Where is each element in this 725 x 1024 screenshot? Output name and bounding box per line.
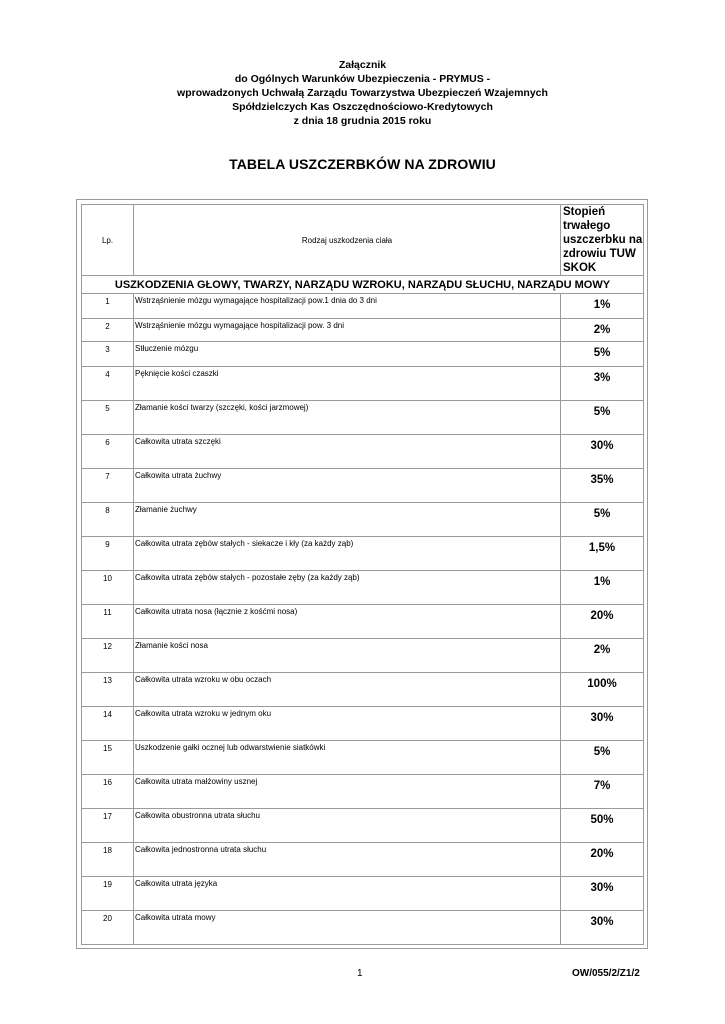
table-row (82, 775, 644, 809)
row-number: 20 (82, 911, 134, 945)
injury-description: Złamanie kości nosa (134, 639, 561, 673)
table-row (82, 435, 644, 469)
row-number: 3 (82, 342, 134, 367)
row-number: 15 (82, 741, 134, 775)
injury-degree: 5% (561, 503, 644, 537)
injury-degree: 35% (561, 469, 644, 503)
row-number: 8 (82, 503, 134, 537)
table-row (82, 911, 644, 945)
row-number: 10 (82, 571, 134, 605)
row-number: 13 (82, 673, 134, 707)
injury-degree: 3% (561, 367, 644, 401)
injury-description: Złamanie żuchwy (134, 503, 561, 537)
injury-degree: 1% (561, 571, 644, 605)
row-number: 17 (82, 809, 134, 843)
document-header (0, 58, 725, 128)
injury-table (81, 204, 644, 945)
row-number: 1 (82, 294, 134, 319)
table-row (82, 673, 644, 707)
table-row (82, 342, 644, 367)
table-row (82, 401, 644, 435)
row-number: 12 (82, 639, 134, 673)
injury-description: Całkowita utrata małżowiny usznej (134, 775, 561, 809)
injury-description: Całkowita utrata nosa (łącznie z kośćmi nosa) (134, 605, 561, 639)
injury-degree: 2% (561, 319, 644, 342)
table-row (82, 367, 644, 401)
table-header-row (82, 205, 644, 276)
table-row (82, 843, 644, 877)
header-line: do Ogólnych Warunków Ubezpieczenia - PRYMUS - (234, 73, 491, 85)
table-row (82, 639, 644, 673)
document-code: OW/055/2/Z1/2 (572, 968, 640, 979)
injury-description: Całkowita utrata żuchwy (134, 469, 561, 503)
injury-table-frame (76, 199, 648, 949)
table-body (82, 276, 644, 945)
table-row (82, 469, 644, 503)
injury-degree: 20% (561, 605, 644, 639)
page-number: 1 (357, 968, 363, 979)
row-number: 5 (82, 401, 134, 435)
table-row (82, 503, 644, 537)
column-header-degree-line: Stopień trwałego (563, 206, 611, 232)
injury-degree: 1,5% (561, 537, 644, 571)
injury-description: Całkowita jednostronna utrata słuchu (134, 843, 561, 877)
injury-description: Całkowita utrata zębów stałych - siekacze i kły (za każdy ząb) (134, 537, 561, 571)
table-row (82, 707, 644, 741)
injury-degree: 2% (561, 639, 644, 673)
injury-degree: 5% (561, 342, 644, 367)
column-header-lp: Lp. (82, 205, 134, 276)
table-row (82, 741, 644, 775)
injury-degree: 1% (561, 294, 644, 319)
column-header-degree-line: SKOK (563, 262, 597, 274)
injury-degree: 30% (561, 707, 644, 741)
row-number: 4 (82, 367, 134, 401)
injury-description: Całkowita obustronna utrata słuchu (134, 809, 561, 843)
row-number: 2 (82, 319, 134, 342)
injury-degree: 20% (561, 843, 644, 877)
injury-degree: 7% (561, 775, 644, 809)
injury-description: Całkowita utrata szczęki (134, 435, 561, 469)
column-header-degree-line: uszczerbku na (563, 234, 643, 246)
section-header: USZKODZENIA GŁOWY, TWARZY, NARZĄDU WZROKU, NARZĄDU SŁUCHU, NARZĄDU MOWY (82, 276, 644, 294)
injury-degree: 5% (561, 401, 644, 435)
injury-degree: 50% (561, 809, 644, 843)
table-row (82, 605, 644, 639)
header-line: Spółdzielczych Kas Oszczędnościowo-Kredytowych (232, 101, 493, 113)
injury-description: Uszkodzenie gałki ocznej lub odwarstwienie siatkówki (134, 741, 561, 775)
row-number: 19 (82, 877, 134, 911)
injury-description: Wstrząśnienie mózgu wymagające hospitalizacji pow.1 dnia do 3 dni (134, 294, 561, 319)
table-row (82, 809, 644, 843)
table-row (82, 571, 644, 605)
row-number: 7 (82, 469, 134, 503)
header-line: wprowadzonych Uchwałą Zarządu Towarzystwa Ubezpieczeń Wzajemnych (177, 87, 548, 99)
injury-degree: 5% (561, 741, 644, 775)
injury-degree: 30% (561, 435, 644, 469)
table-row (82, 877, 644, 911)
row-number: 11 (82, 605, 134, 639)
injury-description: Pęknięcie kości czaszki (134, 367, 561, 401)
table-row (82, 319, 644, 342)
row-number: 18 (82, 843, 134, 877)
injury-description: Wstrząśnienie mózgu wymagające hospitalizacji pow. 3 dni (134, 319, 561, 342)
row-number: 14 (82, 707, 134, 741)
row-number: 9 (82, 537, 134, 571)
injury-degree: 100% (561, 673, 644, 707)
column-header-degree (561, 205, 644, 276)
injury-degree: 30% (561, 877, 644, 911)
injury-description: Całkowita utrata zębów stałych - pozostałe zęby (za każdy ząb) (134, 571, 561, 605)
row-number: 16 (82, 775, 134, 809)
header-line: Załącznik (338, 59, 387, 71)
column-header-degree-line: zdrowiu TUW (563, 248, 636, 260)
injury-degree: 30% (561, 911, 644, 945)
header-line: z dnia 18 grudnia 2015 roku (293, 115, 432, 127)
table-row (82, 294, 644, 319)
table-row (82, 537, 644, 571)
document-title: TABELA USZCZERBKÓW NA ZDROWIU (229, 156, 496, 172)
injury-description: Złamanie kości twarzy (szczęki, kości jarzmowej) (134, 401, 561, 435)
injury-description: Stłuczenie mózgu (134, 342, 561, 367)
section-header-row (82, 276, 644, 294)
injury-description: Całkowita utrata mowy (134, 911, 561, 945)
injury-description: Całkowita utrata wzroku w jednym oku (134, 707, 561, 741)
injury-description: Całkowita utrata języka (134, 877, 561, 911)
column-header-name: Rodzaj uszkodzenia ciała (134, 205, 561, 276)
row-number: 6 (82, 435, 134, 469)
injury-description: Całkowita utrata wzroku w obu oczach (134, 673, 561, 707)
